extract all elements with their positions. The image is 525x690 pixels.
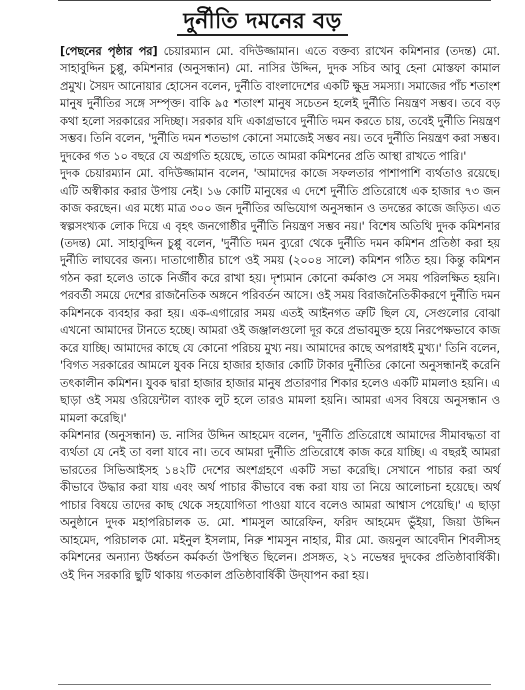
bottom-divider	[58, 684, 491, 685]
continued-from-label: [পেছনের পৃষ্ঠার পর]	[60, 45, 158, 58]
paragraph-2: দুদক চেয়ারম্যান মো. বদিউজ্জামান বলেন, 'আমাদের কাজে সফলতার পাশাপাশি ব্যর্থতাও রয়েছে। এটি অস্বীকার করার উপায় নেই। ১৬ কোটি মানুষের এ দেশে দুর্নীতি প্রতিরোধে এক হাজার ৭৩ জন কাজ করছেন। এর মধ্যে মাত্র ৩০০ জন দুর্নীতির অভিযোগ অনুসন্ধান ও তদন্তের কাজে জড়িত। এত স্বল্পসংখ্যক লোক দিয়ে এ বৃহৎ জনগোষ্ঠীর দুর্নীতি নিয়ন্ত্রণ সম্ভব নয়।' বিশেষ অতিথি দুদক কমিশনার (তদন্ত) মো. সাহাবুদ্দিন চুপ্পু বলেন, 'দুর্নীতি দমন ব্যুরো থেকে দুর্নীতি দমন কমিশন প্রতিষ্ঠা করা হয় দুর্নীতি লাঘবের জন্য। দাতাগোষ্ঠীর চাপে ওই সময় (২০০৪ সালে) কমিশন গঠিত হয়। কিন্তু কমিশন গঠন করা হলেও তাকে নির্জীব করে রাখা হয়। দৃশ্যমান কোনো কর্মকাণ্ড সে সময় পরিলক্ষিত হয়নি। পরবর্তী সময়ে দেশের রাজনৈতিক অঙ্গনে পরিবর্তন আসে। ওই সময় বিরাজনৈতিকীকরণে দুর্নীতি দমন কমিশনকে ব্যবহার করা হয়। এক-এগারোর সময় এতই আইনগত ত্রুটি ছিল যে, সেগুলোর বোঝা এখনো আমাদের টানতে হচ্ছে। আমরা ওই জঞ্জালগুলো দূর করে প্রভাবমুক্ত হয়ে নিরপেক্ষভাবে কাজ করে যাচ্ছি। আমাদের কাছে যে কোনো পরিচয় মুখ্য নয়। আমাদের কাছে অপরাধই মুখ্য।' তিনি বলেন, 'বিগত সরকারের আমলে যুবক নিয়ে হাজার হাজার কোটি টাকার দুর্নীতির কোনো অনুসন্ধানই করেনি তৎকালীন কমিশন। যুবক দ্বারা হাজার হাজার মানুষ প্রতারণার শিকার হলেও একটি মামলাও হয়নি। এ ছাড়া ওই সময় ওরিয়েন্টাল ব্যাংক লুট হলে তারও মামলা হয়নি। আমরা এসব বিষয়ে অনুসন্ধান ও মামলা করেছি।'	[60, 167, 500, 425]
paragraph-1	[60, 43, 500, 165]
paragraph-3: কমিশনার (অনুসন্ধান) ড. নাসির উদ্দিন আহমেদ বলেন, 'দুর্নীতি প্রতিরোধে আমাদের সীমাবদ্ধতা বা ব্যর্থতা যে নেই তা বলা যাবে না। তবে আমরা দুর্নীতি প্রতিরোধে কাজ করে যাচ্ছি। এ বছরই আমরা ভারতের সিভিআইসহ ১৪২টি দেশের অংশগ্রহণে একটি সভা করেছি। সেখানে পাচার করা অর্থ কীভাবে উদ্ধার করা যায় এবং অর্থ পাচার কীভাবে বন্ধ করা যায় তা নিয়ে আলোচনা হয়েছে। অর্থ পাচার বিষয়ে তাদের কাছ থেকে সহযোগিতা পাওয়া যাবে বলেও আমরা আশ্বাস পেয়েছি।' এ ছাড়া অনুষ্ঠানে দুদক মহাপরিচালক ড. মো. শামসুল আরেফিন, ফরিদ আহমেদ ভুঁইয়া, জিয়া উদ্দিন আহমেদ, পরিচালক মো. মইনুল ইসলাম, নিরু শামসুন নাহার, মীর মো. জয়নুল আবেদীন শিবলীসহ কমিশনের অন্যান্য উর্ধ্বতন কর্মকর্তা উপস্থিত ছিলেন। প্রসঙ্গত, ২১ নভেম্বর দুদকের প্রতিষ্ঠাবার্ষিকী। ওই দিন সরকারি ছুটি থাকায় গতকাল প্রতিষ্ঠাবার্ষিকী উদ্‌যাপন করা হয়।	[60, 428, 500, 582]
article-headline	[0, 6, 525, 38]
paragraph-1-text: চেয়ারম্যান মো. বদিউজ্জামান। এতে বক্তব্য রাখেন কমিশনার (তদন্ত) মো. সাহাবুদ্দিন চুপ্পু, কমিশনার (অনুসন্ধান) মো. নাসির উদ্দিন, দুদক সচিব আবু হেনা মোস্তফা কামাল প্রমুখ। সৈয়দ আনোয়ার হোসেন বলেন, দুর্নীতি বাংলাদেশের একটি ক্ষুদ্র সমস্যা। সমাজের পাঁচ শতাংশ মানুষ দুর্নীতির সঙ্গে সম্পৃক্ত। বাকি ৯৫ শতাংশ মানুষ সচেতন হলেই দুর্নীতি নিয়ন্ত্রণ সম্ভব। তবে বড় কথা হলো সরকারের সদিচ্ছা। সরকার যদি একাগ্রভাবে দুর্নীতি দমন করতে চায়, তবেই দুর্নীতি নিয়ন্ত্রণ সম্ভব। তিনি বলেন, 'দুর্নীতি দমন শতভাগ কোনো সমাজেই সম্ভব নয়। তবে দুর্নীতি নিয়ন্ত্রণ করা সম্ভব। দুদকের গত ১০ বছরে যে অগ্রগতি হয়েছে, তাতে আমরা কমিশনের প্রতি আস্থা রাখতে পারি।'	[60, 45, 500, 163]
top-divider	[58, 0, 491, 5]
headline-text: দুর্নীতি দমনের বড়	[177, 9, 347, 36]
article-body	[60, 43, 500, 584]
